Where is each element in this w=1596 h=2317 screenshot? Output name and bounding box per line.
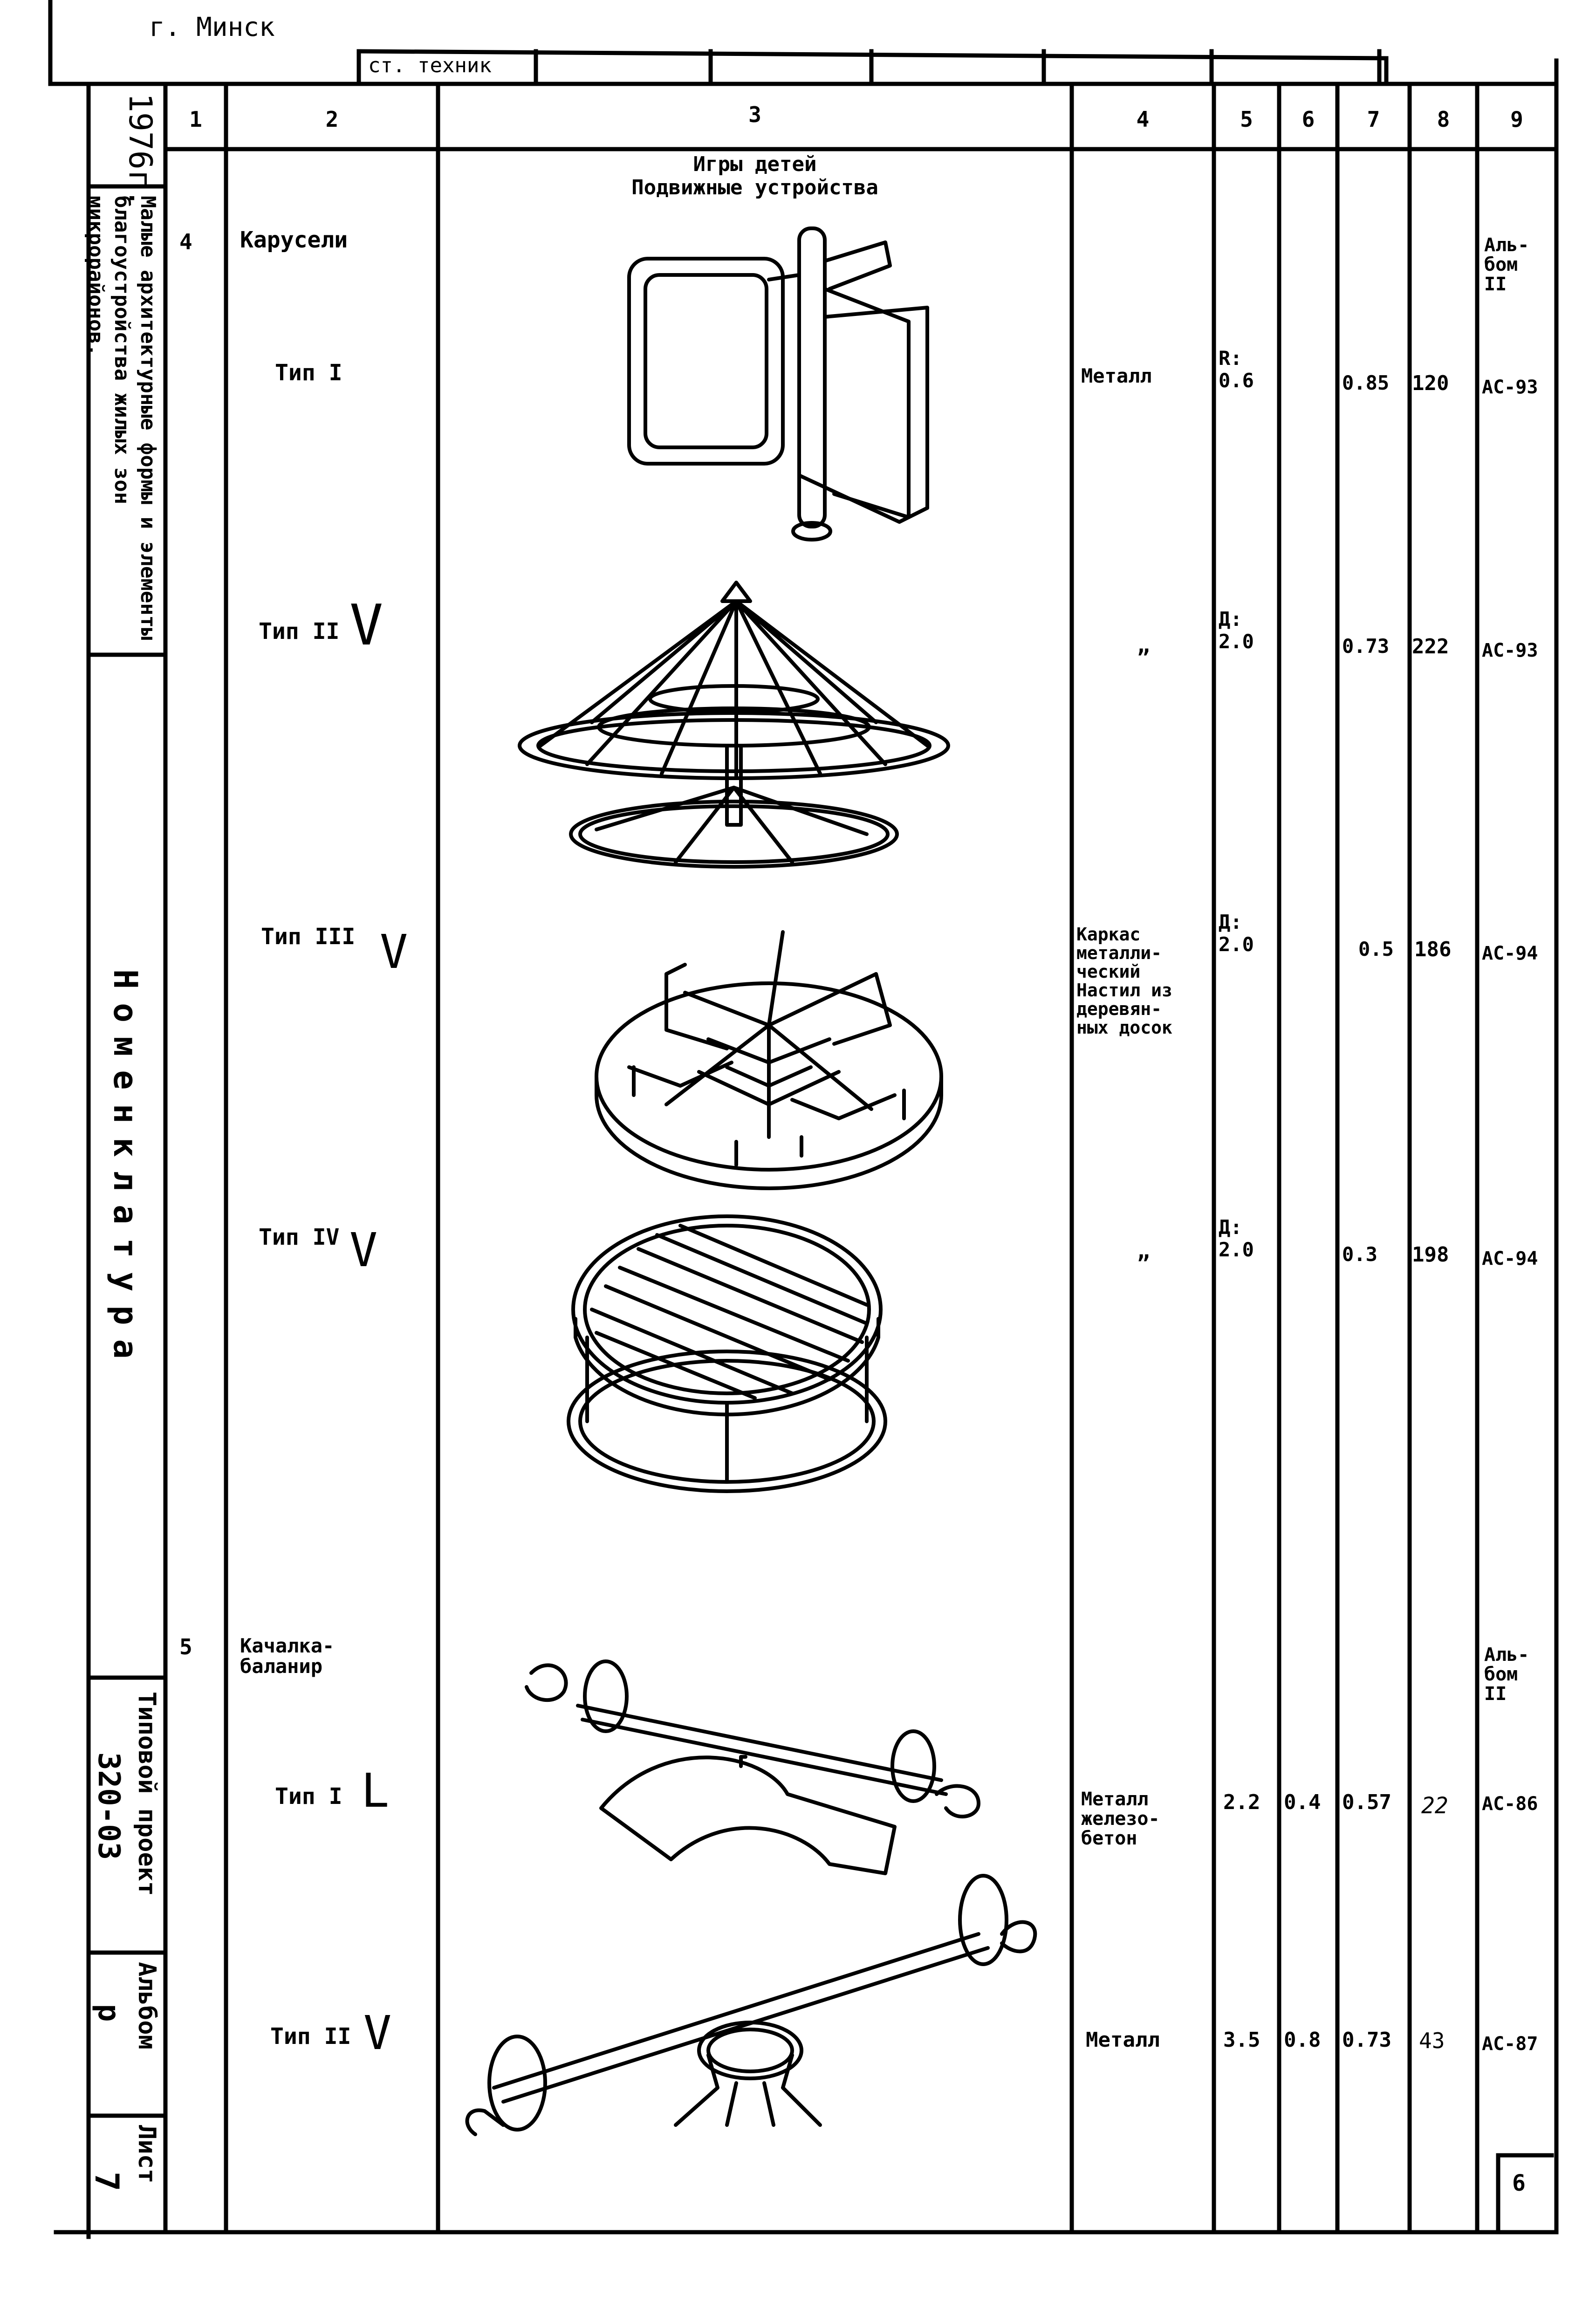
row-4-col9: АС-94 [1482,1248,1538,1269]
row-4-material: „ [1137,1238,1150,1263]
row-4-type: Тип IV [259,1224,340,1250]
row-5-check: L [361,1763,390,1818]
row-2-col9: АС-93 [1482,640,1538,661]
row-4-col5: Д: 2.0 [1219,1216,1254,1261]
album-value: р [91,2004,126,2022]
group-number-4: 4 [179,229,192,254]
row-2-type: Тип II [259,618,340,644]
group-number-5: 5 [179,1634,192,1659]
section-title-line1: Игры детей [693,152,817,176]
row-6-col8: 43 [1419,2028,1445,2053]
row-3-check: V [380,925,408,979]
group-name-carousels: Карусели [240,227,348,253]
row-1-material: Металл [1081,364,1152,387]
seesaw-type-2-drawing [467,1876,1035,2134]
row-6-col9: АС-87 [1482,2033,1538,2055]
row-6-col5: 3.5 [1223,2028,1260,2052]
carousel-type-2-drawing [520,583,948,867]
row-5-col8: 22 [1421,1793,1448,1819]
row-3-col8: 186 [1414,938,1452,961]
row-1-col7: 0.85 [1342,371,1390,394]
row-6-material: Металл [1086,2028,1160,2052]
group-album-note-5: Аль- бом II [1484,1644,1529,1705]
column-header-2: 2 [325,107,339,132]
row-2-col8: 222 [1412,635,1449,658]
row-5-col9: АС-86 [1482,1793,1538,1815]
row-5-col7: 0.57 [1342,1790,1391,1814]
row-1-col9: АС-93 [1482,377,1538,398]
row-1-col5: R: 0.6 [1219,347,1254,392]
row-5-type: Тип I [275,1783,342,1810]
row-2-col7: 0.73 [1342,635,1390,658]
row-5-material: Металл железо- бетон [1081,1789,1160,1849]
column-header-9: 9 [1510,107,1523,132]
row-2-check: V [349,593,384,658]
row-4-col8: 198 [1412,1243,1449,1267]
row-5-col5: 2.2 [1223,1790,1260,1814]
project-title: Малые архитектурные формы и элементы благоустройства жилых зон микрорайонов. [84,196,160,640]
column-header-6: 6 [1301,107,1315,132]
column-header-3: 3 [748,102,761,127]
row-1-col8: 120 [1412,371,1449,395]
row-2-col5: Д: 2.0 [1219,608,1254,653]
seesaw-type-1-drawing [527,1661,979,1873]
nomenclature-title: Номенклатура [106,969,144,1373]
typical-project-label: Типовой проект [133,1692,161,1896]
row-6-type: Тип II [270,2023,351,2050]
row-3-col9: АС-94 [1482,943,1538,964]
row-3-col5: Д: 2.0 [1219,911,1254,956]
row-4-col7: 0.3 [1342,1243,1377,1266]
page-number: 6 [1512,2170,1526,2196]
row-1-type: Тип I [275,360,342,386]
column-header-5: 5 [1240,107,1253,132]
column-header-1: 1 [189,107,202,132]
sheet-label: Лист [133,2125,161,2184]
year-label: 1976г. [122,93,158,208]
column-header-8: 8 [1437,107,1450,132]
role-label: ст. техник [368,54,492,77]
city-label: г. Минск [149,12,275,42]
column-header-4: 4 [1136,107,1150,132]
row-3-material: Каркас металли- ческий Настил из деревян- ных досок [1076,924,1172,1038]
carousel-type-1-drawing [629,228,927,540]
group-album-note-4: Аль- бом II [1484,234,1529,295]
row-6-check: V [363,2006,392,2060]
carousel-type-3-drawing [596,932,941,1188]
row-6-col6: 0.8 [1284,2028,1321,2052]
project-code: 320-03 [91,1752,126,1860]
section-title-line2: Подвижные устройства [631,176,878,199]
album-label: Альбом [133,1962,161,2050]
carousel-type-4-drawing [569,1216,885,1491]
row-3-type: Тип III [261,924,356,950]
row-2-material: „ [1137,632,1150,658]
group-name-seesaw: Качалка- баланир [240,1634,335,1678]
row-5-col6: 0.4 [1284,1790,1321,1814]
row-4-check: V [349,1223,378,1277]
sheet-value: 7 [88,2172,126,2192]
row-6-col7: 0.73 [1342,2028,1391,2052]
column-header-7: 7 [1367,107,1380,132]
row-3-col7: 0.5 [1358,938,1394,960]
